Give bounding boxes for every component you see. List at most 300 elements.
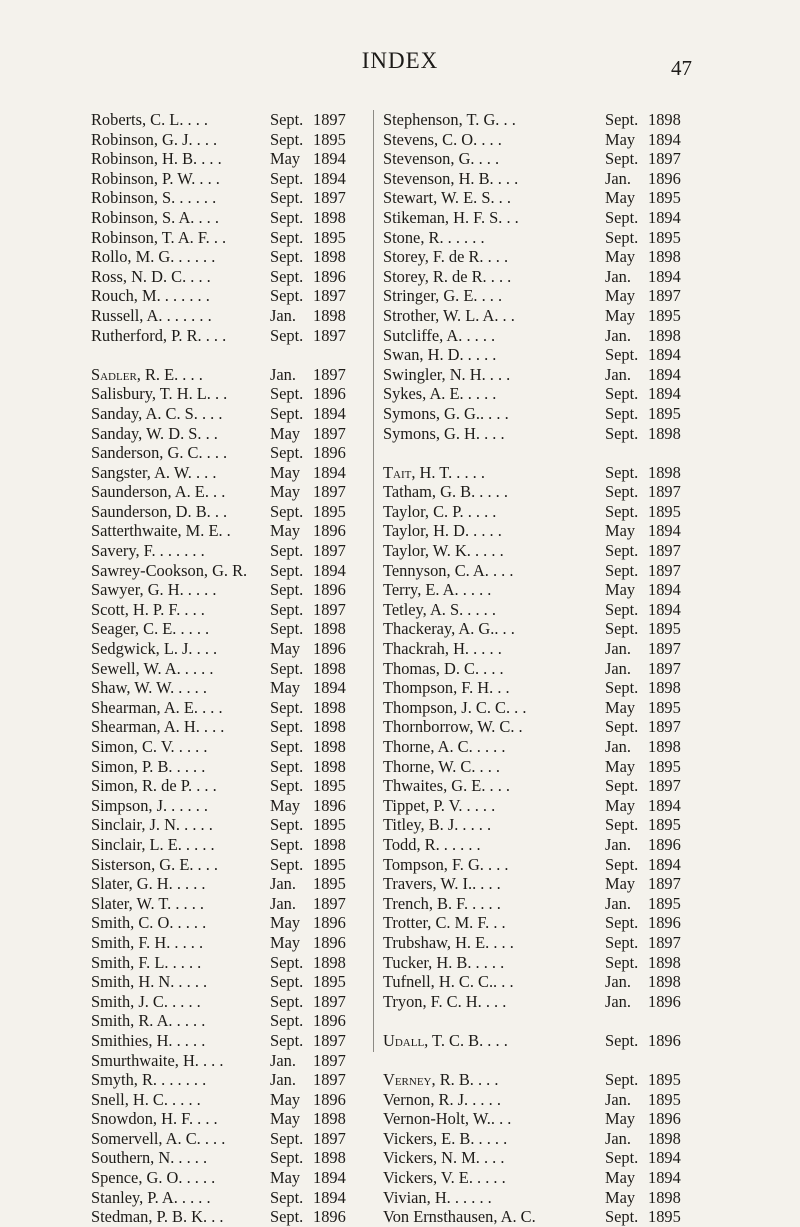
entry-year: 1894 (313, 462, 346, 482)
entry-month: Sept. (270, 737, 304, 756)
entry-name: Travers, W. I.. . . . (383, 874, 501, 894)
index-entry (91, 424, 367, 444)
index-entry (91, 639, 367, 659)
entry-year: 1898 (648, 1128, 681, 1148)
entry-month: Sept. (270, 1011, 304, 1031)
entry-year: 1897 (313, 599, 346, 619)
entry-month: May (270, 1089, 301, 1109)
index-entry (91, 384, 367, 404)
entry-name: Scott, H. P. F. . . . (91, 599, 205, 619)
entry-month: Sept. (270, 776, 304, 796)
index-entry (383, 815, 695, 835)
index-entry (91, 894, 367, 914)
index-entry (383, 502, 695, 522)
entry-name: Sinclair, L. E. . . . . (91, 834, 215, 854)
entry-month: Sept. (270, 207, 304, 227)
index-entry (383, 717, 695, 737)
entry-name: Trubshaw, H. E. . . . (383, 932, 514, 952)
entry-name: Savery, F. . . . . . . (91, 541, 205, 561)
entry-year: 1896 (313, 580, 346, 600)
entry-month: Sept. (605, 1070, 639, 1090)
index-entry (91, 757, 367, 777)
entry-year: 1896 (648, 168, 681, 188)
entry-year: 1898 (648, 423, 681, 443)
entry-year: 1897 (313, 991, 346, 1011)
index-entry (91, 619, 367, 639)
entry-name: Slater, G. H. . . . . (91, 874, 206, 894)
index-entry (383, 992, 695, 1012)
index-entry (383, 169, 695, 189)
entry-year: 1896 (313, 639, 346, 659)
index-entry (91, 1109, 367, 1129)
entry-month: Jan. (270, 893, 296, 913)
entry-month: Sept. (605, 110, 639, 129)
index-entry (383, 835, 695, 855)
entry-name: Thompson, F. H. . . (383, 678, 510, 698)
entry-year: 1895 (313, 972, 346, 992)
entry-month: Jan. (270, 364, 296, 384)
entry-month: May (605, 1168, 636, 1188)
entry-year: 1896 (648, 913, 681, 933)
index-entry (383, 345, 695, 365)
entry-year: 1894 (313, 168, 346, 188)
index-entry (91, 286, 367, 306)
entry-name: Sykes, A. E. . . . . (383, 384, 497, 404)
entry-name: Smith, C. O. . . . . (91, 913, 207, 933)
index-entry (383, 384, 695, 404)
entry-month: Sept. (270, 325, 304, 345)
index-entry (91, 698, 367, 718)
entry-name: Sangster, A. W. . . . (91, 462, 217, 482)
entry-name: Vernon-Holt, W.. . . (383, 1109, 512, 1129)
index-entry (383, 619, 695, 639)
entry-name: Symons, G. G.. . . . (383, 403, 509, 423)
entry-name: Saunderson, A. E. . . (91, 482, 226, 502)
entry-year: 1895 (648, 756, 681, 776)
entry-name: Sawyer, G. H. . . . . (91, 580, 217, 600)
entry-month: May (605, 580, 636, 600)
index-entry (383, 463, 695, 483)
entry-year: 1894 (648, 207, 681, 227)
entry-name: Spence, G. O. . . . . (91, 1168, 216, 1188)
entry-month: May (605, 247, 636, 267)
entry-month: May (605, 129, 636, 149)
entry-month: Sept. (605, 227, 639, 247)
index-entry (91, 463, 367, 483)
entry-name: Tucker, H. B. . . . . (383, 952, 505, 972)
entry-month: May (270, 678, 301, 698)
entry-month: May (605, 521, 636, 541)
entry-name: Robinson, G. J. . . . (91, 129, 218, 149)
page-number: 47 (671, 56, 692, 80)
entry-month: Jan. (270, 305, 296, 325)
entry-name: Saunderson, D. B. . . (91, 501, 228, 521)
entry-name: Stevenson, H. B. . . . (383, 168, 519, 188)
entry-month: May (270, 482, 301, 502)
index-entry (383, 580, 695, 600)
entry-name: Todd, R. . . . . . (383, 834, 481, 854)
entry-month: Sept. (270, 403, 304, 423)
index-entry (91, 659, 367, 679)
entry-month: May (605, 1109, 636, 1129)
entry-name: Stevenson, G. . . . (383, 149, 500, 169)
entry-month: Sept. (270, 1030, 304, 1050)
entry-name: Tennyson, C. A. . . . (383, 560, 514, 580)
entry-month: Sept. (270, 1128, 304, 1148)
index-entry (91, 541, 367, 561)
entry-month: Sept. (270, 697, 304, 717)
entry-name: Stedman, P. B. K. . . (91, 1207, 224, 1227)
entry-month: Sept. (270, 560, 304, 580)
index-entry (383, 404, 695, 424)
entry-year: 1894 (648, 599, 681, 619)
entry-name: Sutcliffe, A. . . . . (383, 325, 496, 345)
index-entry (383, 188, 695, 208)
entry-year: 1897 (648, 874, 681, 894)
entry-month: May (270, 462, 301, 482)
index-entry (383, 267, 695, 287)
entry-month: Sept. (605, 932, 639, 952)
entry-name: Robinson, T. A. F. . . (91, 227, 227, 247)
index-entry (383, 678, 695, 698)
index-entry (383, 913, 695, 933)
entry-month: Jan. (605, 737, 631, 756)
entry-month: Sept. (605, 1207, 639, 1227)
entry-year: 1897 (313, 364, 346, 384)
entry-name: Robinson, H. B. . . . (91, 149, 222, 169)
index-entry (383, 600, 695, 620)
entry-year: 1897 (648, 639, 681, 659)
index-entry (383, 149, 695, 169)
entry-month: Jan. (605, 1089, 631, 1109)
index-entry (91, 326, 367, 346)
entry-year: 1894 (648, 795, 681, 815)
entry-year: 1897 (313, 325, 346, 345)
entry-year: 1897 (648, 560, 681, 580)
entry-name: Sanderson, G. C. . . . (91, 443, 228, 463)
index-entry (383, 894, 695, 914)
entry-month: May (605, 1187, 636, 1207)
entry-name: Strother, W. L. A. . . (383, 305, 515, 325)
entry-year: 1895 (313, 227, 346, 247)
entry-year: 1898 (313, 247, 346, 267)
index-entry (383, 698, 695, 718)
index-entry (91, 130, 367, 150)
index-entry (383, 1070, 695, 1090)
entry-month: Jan. (605, 658, 631, 678)
entry-name: Vivian, H. . . . . . (383, 1187, 492, 1207)
index-entry (91, 561, 367, 581)
entry-name: Smurthwaite, H. . . . (91, 1050, 224, 1070)
entry-month: Sept. (270, 756, 304, 776)
entry-year: 1894 (648, 854, 681, 874)
entry-year: 1896 (648, 834, 681, 854)
entry-month: Sept. (270, 188, 304, 208)
entry-name: Simon, P. B. . . . . (91, 756, 206, 776)
entry-month: Jan. (605, 325, 631, 345)
entry-name: Shearman, A. E. . . . (91, 697, 223, 717)
entry-month: Sept. (270, 384, 304, 404)
entry-name: Taylor, W. K. . . . . (383, 541, 504, 561)
entry-year: 1895 (648, 305, 681, 325)
index-entry (91, 913, 367, 933)
entry-name: Trench, B. F. . . . . (383, 893, 501, 913)
index-entry (91, 835, 367, 855)
entry-name: Stone, R. . . . . . (383, 227, 485, 247)
entry-month: May (605, 286, 636, 306)
entry-month: Sept. (270, 599, 304, 619)
index-entry (383, 757, 695, 777)
entry-year: 1895 (648, 893, 681, 913)
entry-month: Jan. (605, 972, 631, 992)
entry-month: Sept. (270, 129, 304, 149)
entry-month: Jan. (270, 1050, 296, 1070)
index-entry (383, 737, 695, 757)
index-entry (91, 443, 367, 463)
entry-month: Jan. (270, 1070, 296, 1090)
entry-year: 1897 (648, 541, 681, 561)
entry-month: Sept. (605, 776, 639, 796)
entry-year: 1895 (648, 227, 681, 247)
entry-year: 1897 (648, 932, 681, 952)
entry-month: Sept. (270, 110, 304, 129)
entry-month: Sept. (605, 482, 639, 502)
index-entry (91, 110, 367, 130)
entry-name: Smith, J. C. . . . . (91, 991, 201, 1011)
entry-name: Tippet, P. V. . . . . (383, 795, 496, 815)
entry-year: 1897 (313, 482, 346, 502)
entry-name: Smyth, R. . . . . . . (91, 1070, 207, 1090)
entry-name: Taylor, C. P. . . . . (383, 501, 497, 521)
entry-year: 1894 (648, 266, 681, 286)
entry-name: Snell, H. C. . . . . (91, 1089, 201, 1109)
entry-year: 1898 (313, 834, 346, 854)
entry-name: Sanday, A. C. S. . . . (91, 403, 223, 423)
entry-year: 1894 (313, 1187, 346, 1207)
entry-year: 1894 (648, 129, 681, 149)
index-entry (383, 639, 695, 659)
entry-month: Jan. (605, 1128, 631, 1148)
entry-year: 1894 (648, 580, 681, 600)
entry-month: May (270, 1168, 301, 1188)
entry-month: Sept. (270, 501, 304, 521)
index-entry (91, 404, 367, 424)
entry-month: Sept. (270, 952, 304, 972)
index-entry (383, 776, 695, 796)
index-entry (91, 796, 367, 816)
entry-name: Sawrey-Cookson, G. R. (91, 560, 248, 580)
index-entry (383, 796, 695, 816)
entry-month: Sept. (605, 560, 639, 580)
entry-month: Sept. (270, 541, 304, 561)
entry-name: Shaw, W. W. . . . . (91, 678, 207, 698)
entry-name: Sinclair, J. N. . . . . (91, 815, 213, 835)
entry-name: Rouch, M. . . . . . . (91, 286, 210, 306)
entry-month: Sept. (605, 541, 639, 561)
entry-year: 1894 (648, 345, 681, 365)
entry-name: Storey, R. de R. . . . (383, 266, 512, 286)
entry-year: 1896 (648, 991, 681, 1011)
entry-year: 1894 (313, 678, 346, 698)
entry-month: Sept. (605, 384, 639, 404)
entry-month: Jan. (605, 893, 631, 913)
entry-month: Sept. (270, 717, 304, 737)
entry-year: 1898 (313, 737, 346, 756)
entry-month: May (605, 874, 636, 894)
entry-name: Stikeman, H. F. S. . . (383, 207, 519, 227)
entry-month: Sept. (270, 443, 304, 463)
index-entry (383, 365, 695, 385)
entry-month: Sept. (270, 619, 304, 639)
entry-year: 1896 (313, 1207, 346, 1227)
entry-month: Sept. (605, 149, 639, 169)
entry-year: 1898 (648, 972, 681, 992)
index-entry (383, 208, 695, 228)
entry-month: Sept. (605, 403, 639, 423)
entry-year: 1895 (313, 815, 346, 835)
entry-name: Symons, G. H. . . . (383, 423, 505, 443)
entry-year: 1898 (313, 697, 346, 717)
entry-month: May (270, 521, 301, 541)
entry-year: 1895 (313, 129, 346, 149)
index-entry (91, 208, 367, 228)
entry-year: 1897 (648, 482, 681, 502)
entry-year: 1898 (648, 737, 681, 756)
entry-name: Taylor, H. D. . . . . (383, 521, 502, 541)
index-entry (383, 1188, 695, 1208)
index-entry (383, 855, 695, 875)
entry-name: Sadler, R. E. . . . (91, 364, 203, 384)
entry-month: Sept. (270, 972, 304, 992)
entry-year: 1898 (313, 619, 346, 639)
entry-year: 1897 (313, 110, 346, 129)
entry-name: Sewell, W. A. . . . . (91, 658, 214, 678)
index-entry (383, 1031, 695, 1051)
entry-name: Tatham, G. B. . . . . (383, 482, 508, 502)
entry-year: 1895 (648, 501, 681, 521)
entry-month: May (270, 149, 301, 169)
entry-year: 1896 (313, 266, 346, 286)
entry-year: 1898 (648, 952, 681, 972)
entry-name: Swan, H. D. . . . . (383, 345, 497, 365)
entry-year: 1898 (648, 110, 681, 129)
entry-year: 1898 (313, 717, 346, 737)
entry-year: 1896 (313, 521, 346, 541)
entry-name: Udall, T. C. B. . . . (383, 1030, 508, 1050)
entry-name: Stephenson, T. G. . . (383, 110, 516, 129)
entry-month: Sept. (605, 952, 639, 972)
entry-month: Jan. (605, 834, 631, 854)
index-entry (91, 149, 367, 169)
entry-name: Robinson, S. A. . . . (91, 207, 219, 227)
entry-year: 1898 (648, 678, 681, 698)
entry-month: Sept. (605, 462, 639, 482)
entry-month: May (270, 932, 301, 952)
entry-name: Tufnell, H. C. C.. . . (383, 972, 514, 992)
entry-year: 1894 (648, 364, 681, 384)
entry-name: Tait, H. T. . . . . (383, 462, 485, 482)
index-entry (383, 130, 695, 150)
entry-year: 1897 (313, 1070, 346, 1090)
index-entry (91, 247, 367, 267)
entry-year: 1897 (648, 149, 681, 169)
entry-year: 1894 (648, 521, 681, 541)
index-entry (383, 874, 695, 894)
entry-year: 1894 (648, 384, 681, 404)
entry-year: 1894 (648, 1168, 681, 1188)
entry-year: 1895 (648, 188, 681, 208)
entry-year: 1896 (313, 1011, 346, 1031)
entry-year: 1894 (313, 403, 346, 423)
entry-name: Thomas, D. C. . . . (383, 658, 504, 678)
entry-month: Sept. (605, 207, 639, 227)
entry-name: Roberts, C. L. . . . (91, 110, 209, 129)
entry-month: Sept. (270, 1187, 304, 1207)
entry-year: 1895 (648, 1070, 681, 1090)
entry-year: 1895 (648, 1207, 681, 1227)
column-divider (373, 110, 374, 1052)
entry-month: Sept. (270, 854, 304, 874)
page-header (0, 48, 800, 78)
entry-year: 1898 (313, 305, 346, 325)
index-entry (383, 1148, 695, 1168)
entry-month: May (605, 188, 636, 208)
entry-name: Robinson, S. . . . . . (91, 188, 217, 208)
entry-month: Sept. (270, 991, 304, 1011)
entry-name: Sedgwick, L. J. . . . (91, 639, 218, 659)
entry-month: Jan. (605, 266, 631, 286)
entry-month: Sept. (270, 658, 304, 678)
entry-month: Sept. (605, 345, 639, 365)
entry-name: Thackeray, A. G.. . . (383, 619, 515, 639)
index-entry (91, 600, 367, 620)
index-entry (91, 306, 367, 326)
index-entry (91, 169, 367, 189)
entry-month: Jan. (605, 991, 631, 1011)
index-entry (91, 521, 367, 541)
entry-name: Trotter, C. M. F. . . (383, 913, 506, 933)
entry-name: Terry, E. A. . . . . (383, 580, 492, 600)
entry-month: Sept. (270, 286, 304, 306)
entry-name: Sanday, W. D. S. . . (91, 423, 218, 443)
entry-name: Titley, B. J. . . . . (383, 815, 492, 835)
index-column-right (383, 110, 695, 1227)
index-entry (383, 286, 695, 306)
entry-name: Ross, N. D. C. . . . (91, 266, 211, 286)
index-entry (383, 247, 695, 267)
entry-year: 1897 (313, 541, 346, 561)
index-entry (383, 228, 695, 248)
entry-year: 1895 (648, 815, 681, 835)
index-entry (383, 972, 695, 992)
entry-name: Tryon, F. C. H. . . . (383, 991, 507, 1011)
index-entry (383, 933, 695, 953)
index-entry (91, 1188, 367, 1208)
entry-year: 1895 (648, 1089, 681, 1109)
entry-name: Robinson, P. W. . . . (91, 168, 220, 188)
entry-name: Thackrah, H. . . . . (383, 639, 502, 659)
entry-year: 1895 (648, 697, 681, 717)
index-entry (383, 482, 695, 502)
entry-name: Swingler, N. H. . . . (383, 364, 511, 384)
entry-month: May (605, 305, 636, 325)
index-entry (91, 737, 367, 757)
entry-year: 1896 (648, 1030, 681, 1050)
entry-year: 1896 (313, 384, 346, 404)
entry-name: Smith, H. N. . . . . (91, 972, 208, 992)
entry-year: 1898 (313, 658, 346, 678)
index-entry (383, 110, 695, 130)
